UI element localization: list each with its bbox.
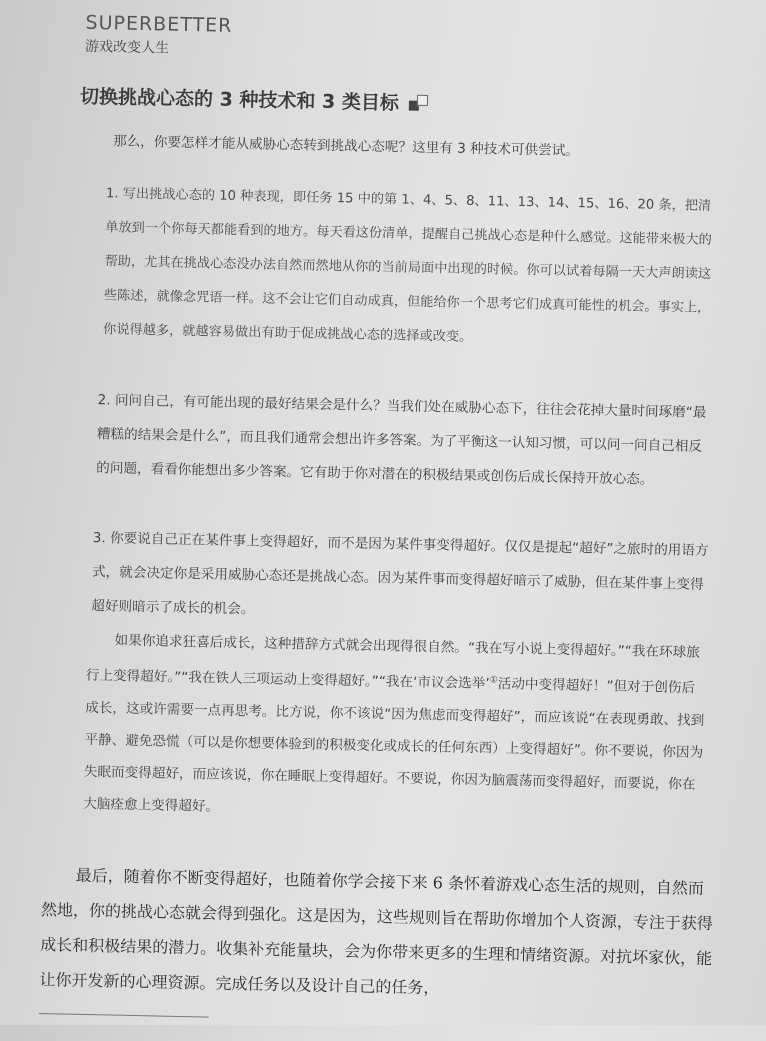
book-subtitle: 游戏改变人生 <box>84 38 170 57</box>
footnote-divider <box>39 1013 209 1018</box>
section-title: 切换挑战心态的 3 种技术和 3 类目标 <box>79 85 400 115</box>
footnote-marker: ① <box>489 675 498 686</box>
example-text-b: 活动中变得超好！”但对于创伤后成长，这或许需要一点再思考。比方说，你不该说“因为焦虑而变得超好”，而应该说“在表现勇敢、找到平静、避免恐慌（可以是你想要体验到的积极变化或成长的任何东西）上变得超好”。你不要说，你因为失眠而变得超好，而应该说，你在睡眠上变得超好。不要说，你因为脑震荡而变得超好，而要说，你在大脑痊愈上变得超好。 <box>83 676 705 815</box>
technique-2: 2. 问问自己，有可能出现的最好结果会是什么？当我们处在威胁心态下，往往会花掉大量时间琢磨“最糟糕的结果会是什么”，而且我们通常会想出许多答案。为了平衡这一认知习惯，可以问一问自己相反的问题，看看你能想出多少答案。它有助于你对潜在的积极结果或创伤后成长保持开放心态。 <box>96 392 707 488</box>
book-brand: SUPERBETTER <box>85 11 233 37</box>
squares-icon <box>409 94 429 110</box>
technique-1: 1. 写出挑战心态的 10 种表现，即任务 15 中的第 1、4、5、8、11、13、14、15、16、20 条，把清单放到一个你每天都能看到的地方。每天看这份清单，提醒自己挑战心态是种什么感觉。这能带来极大的帮助，尤其在挑战心态没办法自然而然地从你的当前局面中出现的时候。你可以试着每隔一天大声朗读这些陈述，就像念咒语一样。这不会让它们自动成真，但能给你一个思考它们成真可能性的机会。事实上，你说得越多，就越容易做出有助于促成挑战心态的选择或改变。 <box>102 186 712 345</box>
running-header <box>85 12 233 59</box>
intro-paragraph: 那么，你要怎样才能从威胁心态转到挑战心态呢？这里有 3 种技术可供尝试。 <box>112 133 580 160</box>
section-heading <box>80 82 429 116</box>
example-text-a: 如果你追求狂喜后成长，这种措辞方式就会出现得很自然。“我在写小说上变得超好。”“我在环球旅行上变得超好。”“我在铁人三项运动上变得超好。”“我在‘市议会选举’ <box>85 632 700 692</box>
technique-3: 3. 你要说自己正在某件事上变得超好，而不是因为某件事变得超好。仅仅是提起“超好”之旅时的用语方式，就会决定你是采用威胁心态还是挑战心态。因为某件事而变得超好暗示了威胁，但在某件事上变得超好则暗示了成长的机会。 <box>91 530 709 618</box>
closing-paragraph: 最后，随着你不断变得超好，也随着你学会接下来 6 条怀着游戏心态生活的规则，自然而然地，你的挑战心态就会得到强化。这是因为，这些规则旨在帮助你增加个人资源，专注于获得成长和积极结果的潜力。收集补充能量块，会为你带来更多的生理和情绪资源。对抗坏家伙，能让你开发新的心理资源。完成任务以及设计自己的任务， <box>39 865 714 998</box>
example-paragraph <box>83 624 707 832</box>
